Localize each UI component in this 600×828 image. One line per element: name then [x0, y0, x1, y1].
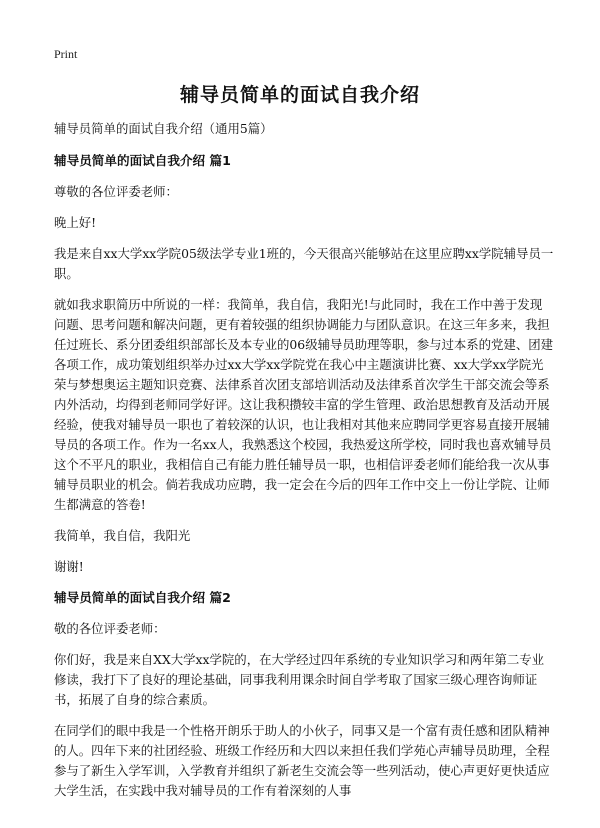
- thanks-paragraph: 谢谢!: [54, 559, 84, 574]
- intro-paragraph-2: 你们好，我是来自XX大学xx学院的，在大学经过四年系统的专业知识学习和两年第二专业修读，我打下了良好的理论基础，同事我利用课余时间自学考取了国家三级心理咨询师证书，拓展了自身的综合素质。: [54, 652, 545, 707]
- closing-paragraph: 我简单，我自信，我阳光: [54, 528, 191, 543]
- section-heading-1: 辅导员简单的面试自我介绍 篇1: [54, 153, 231, 168]
- body-paragraph-2: 在同学们的眼中我是一个性格开朗乐于助人的小伙子，同事又是一个富有责任感和团队精神的人。四年下来的社团经验、班级工作经历和大四以来担任我们学苑心声辅导员助理，全程参与了新生入学军训，入学教育并组织了新老生交流会等一些列活动，使心声更好更快适应大学生活，在实践中我对辅导员的工作有着深刻的人事: [54, 723, 550, 798]
- greeting-paragraph-2: 敬的各位评委老师：: [54, 621, 166, 636]
- section-heading-2: 辅导员简单的面试自我介绍 篇2: [54, 590, 231, 605]
- evening-greeting: 晚上好!: [54, 215, 97, 230]
- greeting-paragraph: 尊敬的各位评委老师：: [54, 184, 178, 199]
- document-title: 辅导员简单的面试自我介绍: [179, 84, 420, 106]
- body-paragraph: 就如我求职简历中所说的一样：我简单，我自信，我阳光!与此同时，我在工作中善于发现问题、思考问题和解决问题，更有着较强的组织协调能力与团队意识。在这三年多来，我担任过班长、系分团委组织部部长及本专业的06级辅导员助理等职，参与过本系的党建、团建各项工作，成功策划组织举办过xx大学xx学院党在我心中主题演讲比赛、xx大学xx学院光荣与梦想奥运主题知识竞赛、法律系首次团支部培训活动及法律系首次学生干部交流会等系内外活动，均得到老师同学好评。这让我积攒较丰富的学生管理、政治思想教育及活动开展经验，使我对辅导员一职也了着较深的认识，也让我相对其他来应聘同学更容易直接开展辅导员的各项工作。作为一名xx人，我熟悉这个校园，我热爱这所学校，同时我也喜欢辅导员这个不平凡的职业，我相信自己有能力胜任辅导员一职，也相信评委老师们能给我一次从事辅导员职业的机会。倘若我成功应聘，我一定会在今后的四年工作中交上一份让学院、让师生都满意的答卷!: [54, 297, 554, 512]
- print-link[interactable]: Print: [54, 47, 78, 61]
- document-subtitle: 辅导员简单的面试自我介绍（通用5篇）: [54, 121, 273, 136]
- intro-paragraph: 我是来自xx大学xx学院05级法学专业1班的，今天很高兴能够站在这里应聘xx学院辅导员一职。: [54, 246, 554, 281]
- document-body: [54, 119, 554, 812]
